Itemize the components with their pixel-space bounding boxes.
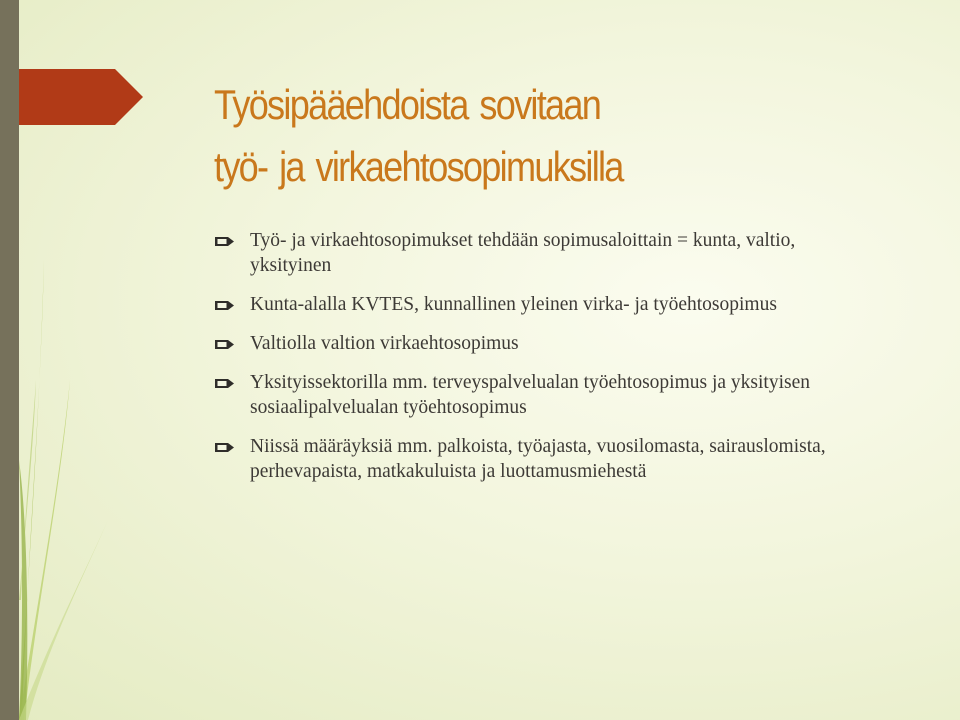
pencil-icon: [215, 442, 235, 453]
bullet-item: [215, 228, 855, 278]
title-accent-tab: [19, 69, 143, 125]
pencil-icon: [215, 378, 235, 389]
bullet-item: [215, 292, 855, 317]
bullet-text: Yksityissektorilla mm. terveyspalvelualan työehtosopimus ja yksityisen sosiaalipalvelualan työehtosopimus: [250, 372, 811, 418]
pencil-icon: [215, 300, 235, 311]
bullet-text: Valtiolla valtion virkaehtosopimus: [250, 333, 519, 354]
bullet-item: [215, 370, 855, 420]
slide-title-line-2: työ- ja virkaehtosopimuksilla: [214, 143, 623, 190]
pencil-icon: [215, 236, 235, 247]
slide-title-line-1: Työsipääehdoista sovitaan: [214, 81, 601, 128]
bullet-text: Työ- ja virkaehtosopimukset tehdään sopimusaloittain = kunta, valtio, yksityinen: [250, 230, 796, 276]
bullet-list: [215, 228, 855, 498]
slide-title: [214, 74, 816, 198]
pencil-icon: [215, 339, 235, 350]
bullet-text: Kunta-alalla KVTES, kunnallinen yleinen virka- ja työehtosopimus: [250, 294, 777, 315]
bullet-text: Niissä määräyksiä mm. palkoista, työajasta, vuosilomasta, sairauslomista, perhevapaista, matkakuluista ja luottamusmiehestä: [250, 436, 826, 482]
bullet-item: [215, 434, 855, 484]
bullet-item: [215, 331, 855, 356]
